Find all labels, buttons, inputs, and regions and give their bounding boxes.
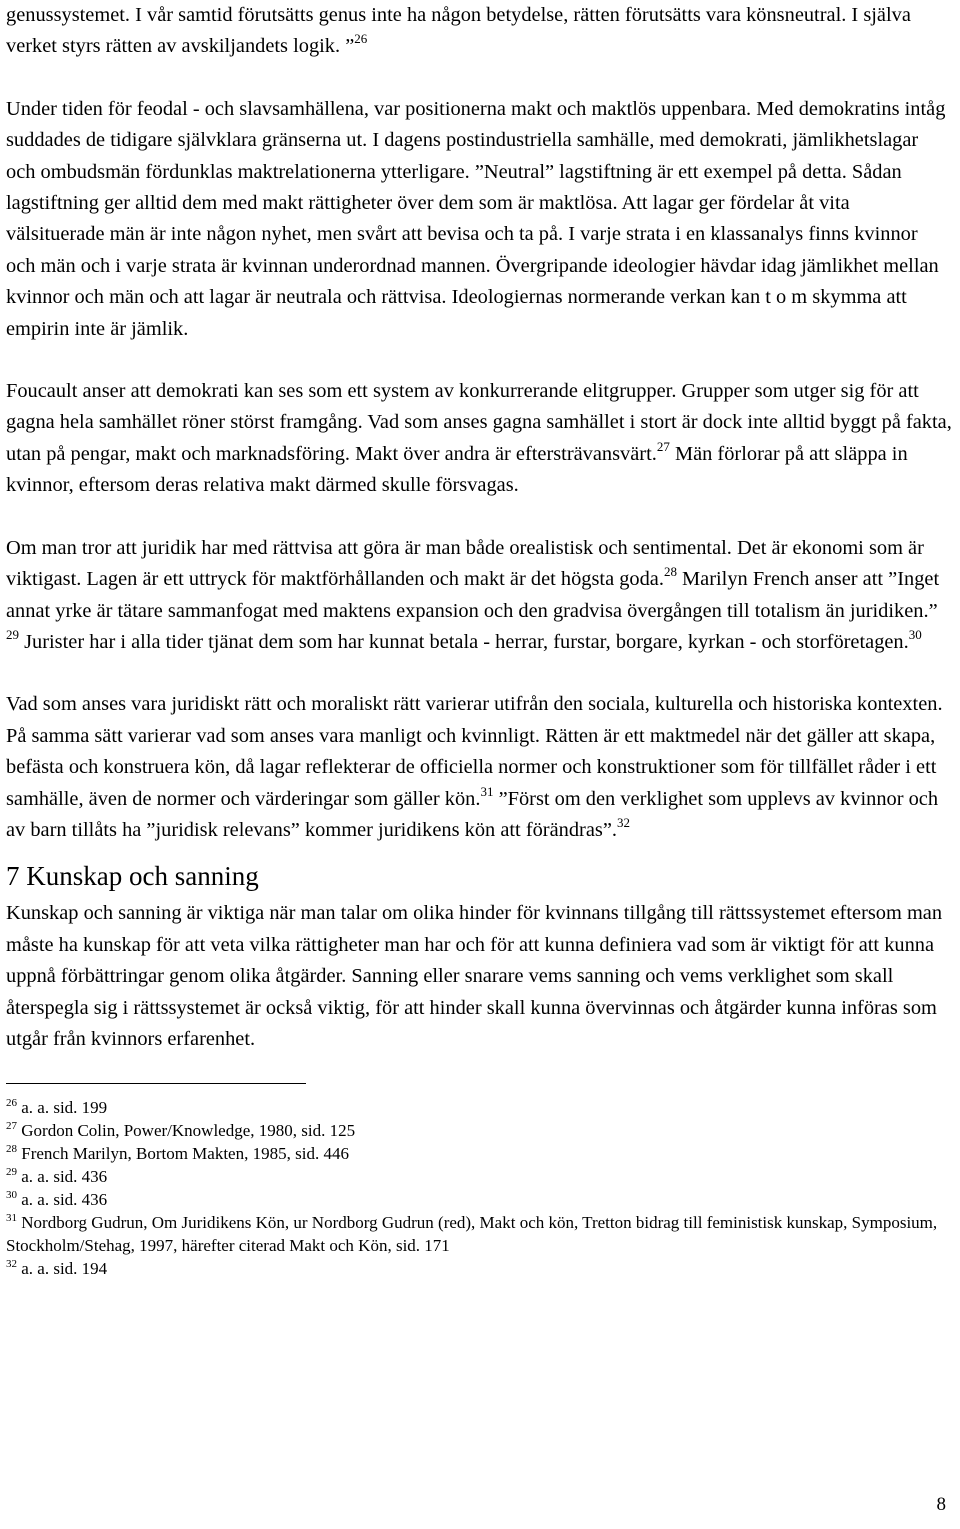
paragraph-text: Foucault anser att demokrati kan ses som ett system av konkurrerande elitgrupper. Grupper som utger sig för att gagna hela samhället röner störst framgång. Vad som anses gagna samhället i stort är dock inte alltid byggt på fakta, utan på pengar, makt och marknadsföring. Makt över andra är eftersträvansvärt. bbox=[6, 380, 952, 465]
footnote-number: 29 bbox=[6, 1166, 17, 1179]
footnote-text: a. a. sid. 199 bbox=[17, 1098, 108, 1118]
footnote-ref[interactable]: 27 bbox=[656, 438, 670, 454]
footnote-28 bbox=[6, 1142, 952, 1165]
footnote-text: a. a. sid. 436 bbox=[17, 1190, 108, 1210]
footnotes bbox=[6, 1096, 952, 1280]
footnote-number: 30 bbox=[6, 1189, 17, 1202]
footnote-number: 28 bbox=[6, 1143, 17, 1156]
paragraph-text: genussystemet. I vår samtid förutsätts genus inte ha någon betydelse, rätten förutsätts vara könsneutral. I själva verket styrs rätten av avskiljandets logik. ” bbox=[6, 4, 911, 58]
footnote-text: French Marilyn, Bortom Makten, 1985, sid. 446 bbox=[17, 1144, 349, 1164]
paragraph-3 bbox=[6, 376, 952, 502]
footnote-text: Nordborg Gudrun, Om Juridikens Kön, ur Nordborg Gudrun (red), Makt och kön, Tretton bidrag till feministisk kunskap, Symposium, Stockholm/Stehag, 1997, härefter citerad Makt och Kön, sid. 171 bbox=[6, 1213, 938, 1256]
footnote-text: a. a. sid. 194 bbox=[17, 1259, 108, 1279]
footnote-text: Gordon Colin, Power/Knowledge, 1980, sid. 125 bbox=[17, 1121, 356, 1141]
paragraph-1 bbox=[6, 0, 952, 63]
footnote-31 bbox=[6, 1211, 952, 1257]
paragraph-text: Om man tror att juridik har med rättvisa att göra är man både orealistisk och sentimental. Det är ekonomi som är viktigast. Lagen är ett uttryck för maktförhållanden och makt är det högsta goda. bbox=[6, 536, 924, 591]
footnote-ref[interactable]: 32 bbox=[616, 814, 630, 830]
footnote-number: 32 bbox=[6, 1258, 17, 1271]
footnote-ref[interactable]: 30 bbox=[908, 626, 922, 642]
footnote-30 bbox=[6, 1188, 952, 1211]
paragraph-text: ”Först om den verklighet som upplevs av kvinnor och av barn tillåts ha ”juridisk relevans” kommer juridikens kön att förändras”. bbox=[6, 787, 939, 841]
footnote-32 bbox=[6, 1257, 952, 1280]
footnote-29 bbox=[6, 1165, 952, 1188]
footnote-27 bbox=[6, 1119, 952, 1142]
section-body: Kunskap och sanning är viktiga när man talar om olika hinder för kvinnans tillgång till rättssystemet eftersom man måste ha kunskap för att veta vilka rättigheter man har och för att kunna definiera vad som är viktigt för att kunna uppnå förbättringar genom olika åtgärder. Sanning eller snarare vems sanning och vems verklighet som skall återspegla sig i rättssystemet är också viktig, för att hinder skall kunna övervinnas och åtgärder kunna införas som utgår från kvinnors erfarenhet. bbox=[6, 902, 943, 1050]
footnote-number: 31 bbox=[6, 1212, 17, 1225]
paragraph-5 bbox=[6, 689, 952, 846]
footnote-ref[interactable]: 29 bbox=[6, 626, 19, 642]
document-page bbox=[6, 0, 952, 1280]
footnote-number: 27 bbox=[6, 1120, 17, 1133]
page-number: 8 bbox=[936, 1494, 946, 1515]
footnote-26 bbox=[6, 1096, 952, 1119]
paragraph-4 bbox=[6, 533, 952, 659]
paragraph-text: Marilyn French anser att ”Inget annat yrke är tätare sammanfogat med maktens expansion och den gradvisa övergången till totalism än juridiken.” bbox=[6, 568, 940, 622]
paragraph-text: Under tiden för feodal - och slavsamhällena, var positionerna makt och maktlös uppenbara. Med demokratins intåg suddades de tidigare självklara gränserna ut. I dagens postindustriella samhälle, med demokrati, jämlikhetslagar och ombudsmän fördunklas maktrelationerna ytterligare. ”Neutral” lagstiftning är ett exempel på detta. Sådan lagstiftning ger alltid dem med makt rättigheter över dem som är maktlösa. Att lagar ger fördelar åt vita välsituerade män är inte någon nyhet, men svårt att bevisa och ta på. I varje strata i en klassanalys finns kvinnor och män och i varje strata är kvinnan underordnad mannen. Övergripande ideologier hävdar idag jämlikhet mellan kvinnor och män och att lagar är neutrala och rättvisa. Ideologiernas normerande verkan kan t o m skymma att empirin inte är jämlik. bbox=[6, 97, 946, 340]
footnote-text: a. a. sid. 436 bbox=[17, 1167, 108, 1187]
paragraph-text: Jurister har i alla tider tjänat dem som har kunnat betala - herrar, furstar, borgare, kyrkan - och storföretagen. bbox=[19, 630, 909, 653]
section-heading: 7 Kunskap och sanning bbox=[6, 861, 259, 892]
paragraph-text: Vad som anses vara juridiskt rätt och moraliskt rätt varierar utifrån den sociala, kulturella och historiska kontexten. På samma sätt varierar vad som anses vara manligt och kvinnligt. Rätten är ett maktmedel när det gäller att skapa, befästa och konstruera kön, då lagar reflekterar de officiella normer och konstruktioner som för tillfället råder i ett samhälle, även de normer och värderingar som gäller kön. bbox=[6, 693, 943, 810]
footnote-ref[interactable]: 26 bbox=[354, 31, 368, 47]
footnote-ref[interactable]: 28 bbox=[663, 564, 677, 580]
footnote-number: 26 bbox=[6, 1097, 17, 1110]
footnote-divider bbox=[6, 1083, 306, 1084]
footnote-ref[interactable]: 31 bbox=[480, 783, 494, 799]
paragraph-2 bbox=[6, 94, 952, 345]
paragraph-text: Män förlorar på att släppa in kvinnor, eftersom deras relativa makt därmed skulle försvagas. bbox=[6, 442, 908, 497]
